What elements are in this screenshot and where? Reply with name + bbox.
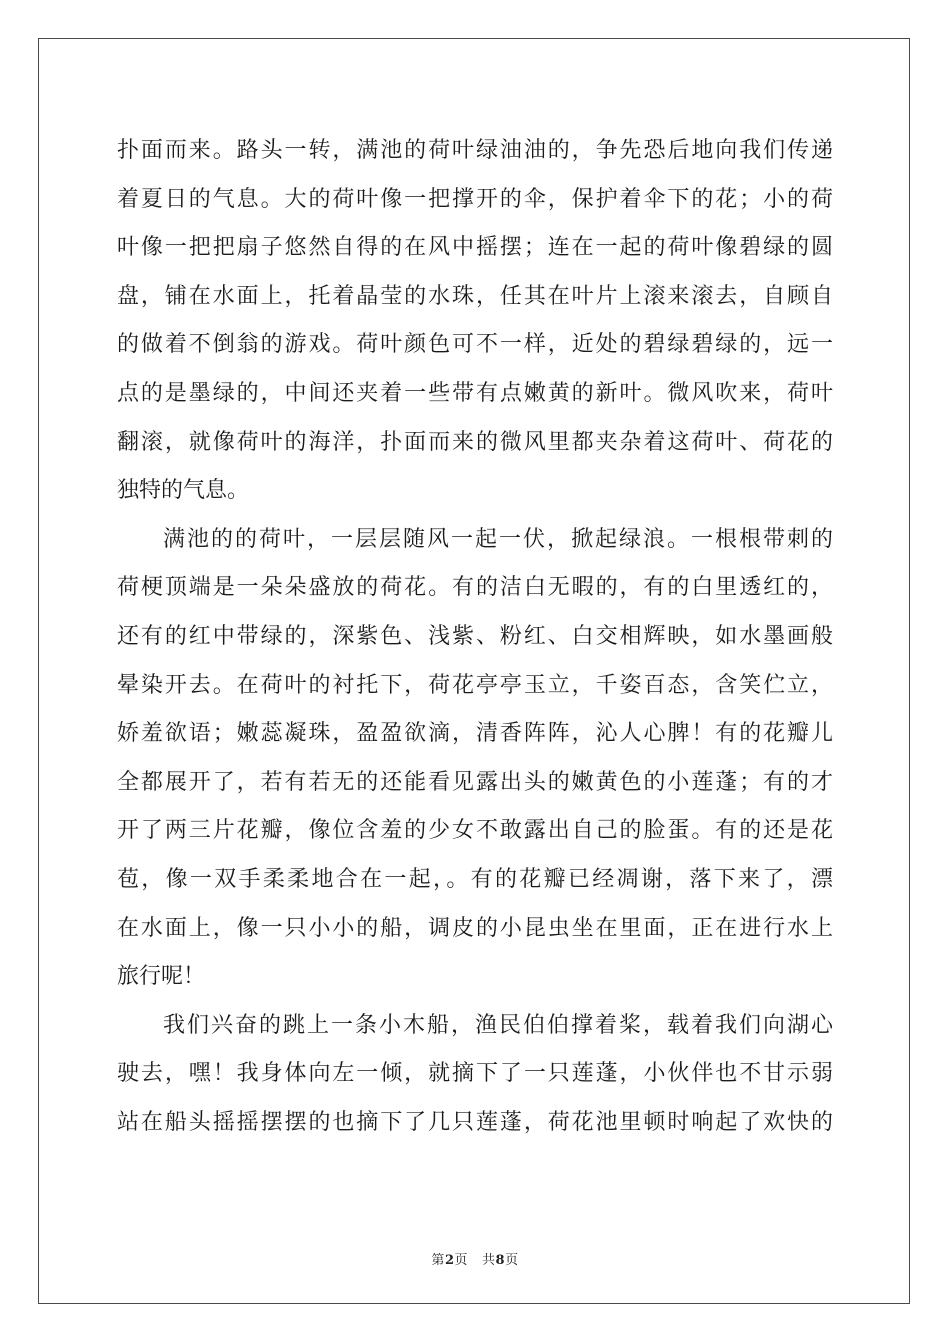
page-footer: [0, 1249, 950, 1268]
text-line: 扑面而来。路头一转，满池的荷叶绿油油的，争先恐后地向我们传递: [117, 138, 833, 163]
text-line: 荷梗顶端是一朵朵盛放的荷花。有的洁白无暇的，有的白里透红的，: [117, 575, 833, 601]
text-line: 叶像一把把扇子悠然自得的在风中摇摆；连在一起的荷叶像碧绿的圆: [117, 235, 833, 261]
text-line: 着夏日的气息。大的荷叶像一把撑开的伞，保护着伞下的花；小的荷: [117, 186, 833, 212]
text-line: 娇羞欲语；嫩蕊凝珠，盈盈欲滴，清香阵阵，沁人心脾！有的花瓣儿: [117, 721, 833, 747]
document-body: [117, 127, 833, 1147]
text-line: 满池的的荷叶，一层层随风一起一伏，掀起绿浪。一根根带刺的: [163, 526, 833, 552]
text-line: 盘，铺在水面上，托着晶莹的水珠，任其在叶片上滚来滚去，自顾自: [117, 283, 833, 309]
paragraph: [117, 516, 833, 1002]
text-line: 站在船头摇摇摆摆的也摘下了几只莲蓬，荷花池里顿时响起了欢快的: [117, 1109, 833, 1135]
text-line: 在水面上，像一只小小的船，调皮的小昆虫坐在里面，正在进行水上: [117, 915, 833, 941]
text-line: 点的是墨绿的，中间还夹着一些带有点嫩黄的新叶。微风吹来，荷叶: [117, 380, 833, 406]
paragraph: [117, 127, 833, 516]
text-line: 独特的气息。: [117, 478, 250, 504]
page-number: 2: [444, 1253, 455, 1268]
total-suffix: 页: [505, 1253, 519, 1268]
text-line: 驶去，嘿！我身体向左一倾，就摘下了一只莲蓬，小伙伴也不甘示弱: [117, 1061, 833, 1087]
text-line: 全都展开了，若有若无的还能看见露出头的嫩黄色的小莲蓬；有的才: [117, 769, 833, 795]
text-line: 还有的红中带绿的，深紫色、浅紫、粉红、白交相辉映，如水墨画般: [117, 623, 833, 649]
text-line: 旅行呢！: [117, 964, 206, 990]
text-line: 苞，像一双手柔柔地合在一起，。有的花瓣已经凋谢，落下来了，漂: [117, 866, 833, 892]
text-line: 晕染开去。在荷叶的衬托下，荷花亭亭玉立，千姿百态，含笑伫立，: [117, 672, 833, 698]
paragraph: [117, 1002, 833, 1148]
text-line: 的做着不倒翁的游戏。荷叶颜色可不一样，近处的碧绿碧绿的，远一: [117, 332, 833, 358]
total-pages: 8: [495, 1253, 506, 1268]
page-suffix: 页: [454, 1253, 468, 1268]
text-line: 我们兴奋的跳上一条小木船，渔民伯伯撑着桨，载着我们向湖心: [163, 1012, 833, 1038]
page-prefix: 第: [431, 1253, 445, 1268]
text-line: 翻滚，就像荷叶的海洋，扑面而来的微风里都夹杂着这荷叶、荷花的: [117, 429, 833, 455]
text-line: 开了两三片花瓣，像位含羞的少女不敢露出自己的脸蛋。有的还是花: [117, 818, 833, 844]
total-prefix: 共: [482, 1253, 496, 1268]
